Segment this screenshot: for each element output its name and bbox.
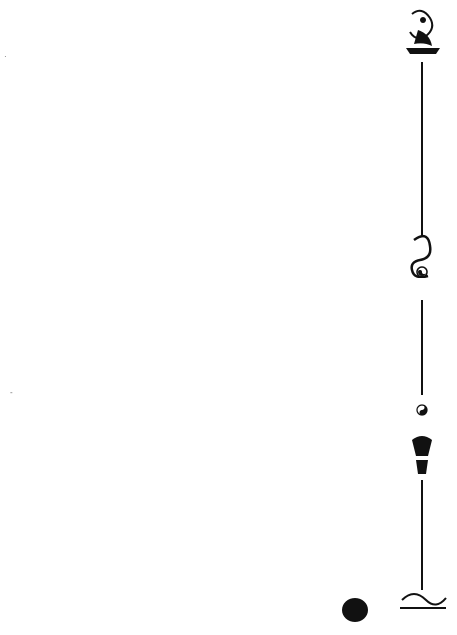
scan-speck: -: [10, 388, 13, 397]
sidebar-rule-top: [421, 62, 423, 237]
dragon-ornament-icon: [412, 236, 431, 277]
decorative-sidebar: [392, 0, 457, 635]
sidebar-rule-middle: [421, 300, 423, 395]
scan-speck: ·: [4, 52, 7, 61]
yin-yang-icon: [417, 405, 427, 415]
vertical-book-title: [400, 278, 448, 286]
sidebar-ornament: [392, 0, 457, 635]
page-number-badge: [342, 598, 368, 622]
bottom-ornament-icon: [400, 594, 446, 608]
figure-ornament-icon: [412, 436, 432, 474]
top-ornament-icon: [406, 11, 440, 54]
sidebar-rule-bottom: [421, 480, 423, 590]
